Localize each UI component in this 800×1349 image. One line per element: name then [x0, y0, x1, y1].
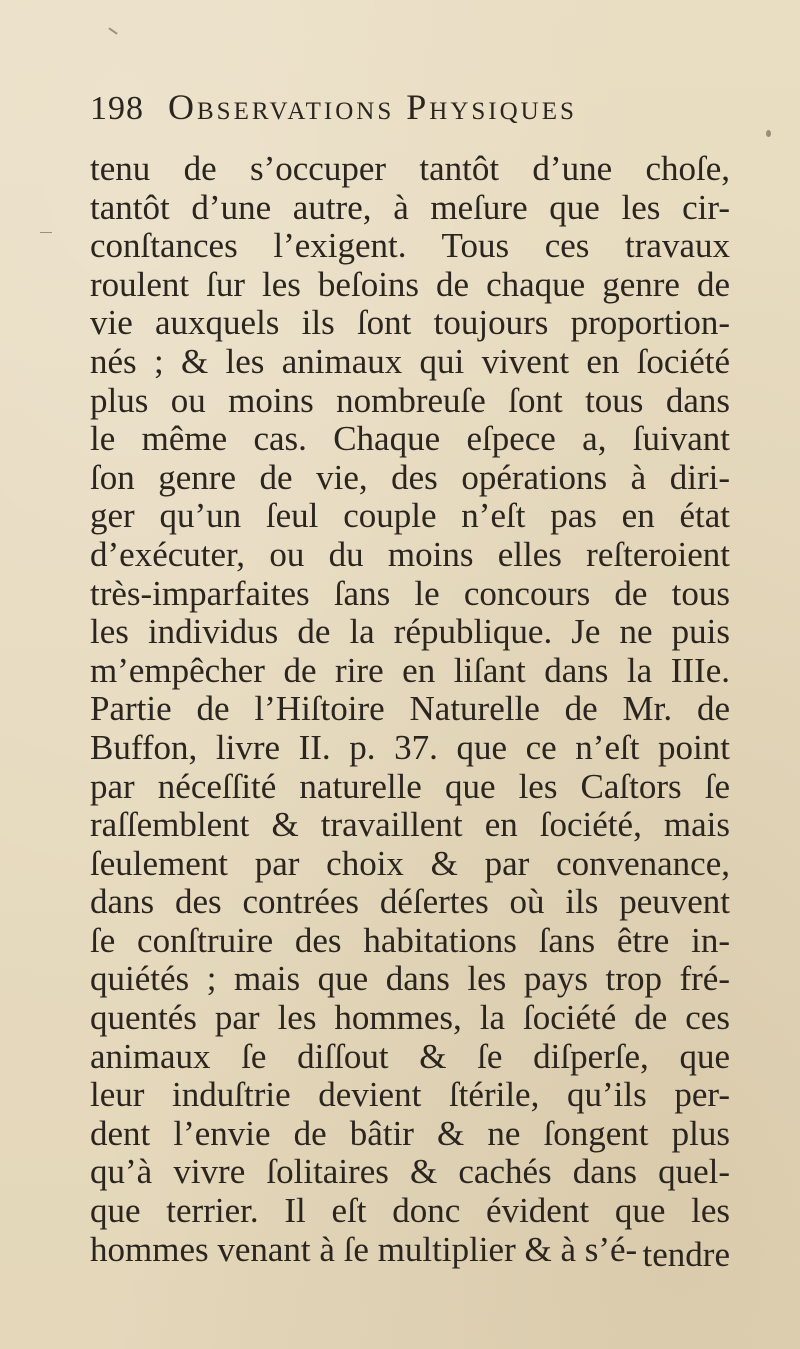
body-text — [90, 150, 730, 1269]
paper-speck — [766, 130, 771, 137]
paper-speck — [108, 27, 117, 34]
text-line: Partie de l’Hiſtoire Naturelle de Mr. de — [90, 689, 730, 729]
text-line: raſſemblent & travaillent en ſociété, mais — [90, 805, 730, 845]
text-line: roulent ſur les beſoins de chaque genre de — [90, 264, 730, 304]
text-line: ger qu’un ſeul couple n’eſt pas en état — [90, 496, 730, 536]
text-line: leur induſtrie devient ſtérile, qu’ils per- — [90, 1075, 730, 1115]
text-line: nés ; & les animaux qui vivent en ſociété — [90, 341, 730, 381]
text-line: ſon genre de vie, des opérations à diri- — [90, 457, 730, 497]
text-line: qu’à vivre ſolitaires & cachés dans quel- — [90, 1152, 730, 1192]
text-line: dent l’envie de bâtir & ne ſongent plus — [90, 1113, 730, 1153]
text-line: que terrier. Il eſt donc évident que les — [90, 1191, 730, 1231]
text-line: tantôt d’une autre, à meſure que les cir- — [90, 187, 730, 227]
page-number: 198 — [90, 90, 144, 127]
text-line: plus ou moins nombreuſe ſont tous dans — [90, 380, 730, 420]
text-line: quiétés ; mais que dans les pays trop fré- — [90, 959, 730, 999]
text-line: tenu de s’occuper tantôt d’une choſe, — [90, 149, 730, 188]
text-line: d’exécuter, ou du moins elles reſteroient — [90, 534, 730, 574]
catchword: tendre — [642, 1235, 730, 1274]
text-line: les individus de la république. Je ne puis — [90, 612, 730, 652]
paper-speck — [40, 232, 52, 233]
text-line: ſeulement par choix & par convenance, — [90, 843, 730, 883]
text-line: vie auxquels ils ſont toujours proportion- — [90, 303, 730, 343]
text-line: quentés par les hommes, la ſociété de ces — [90, 998, 730, 1038]
text-line: le même cas. Chaque eſpece a, ſuivant — [90, 419, 730, 459]
text-line: par néceſſité naturelle que les Caſtors ſe — [90, 766, 730, 806]
page-header — [90, 86, 730, 138]
text-line: ſe conſtruire des habitations ſans être in- — [90, 920, 730, 960]
text-line: hommes venant à ſe multiplier & à s’é- — [90, 1229, 638, 1269]
running-head: Observations Physiques — [168, 87, 577, 127]
text-line: très-imparfaites ſans le concours de tous — [90, 573, 730, 613]
text-line: m’empêcher de rire en liſant dans la IIIe. — [90, 650, 730, 690]
text-line: conſtances l’exigent. Tous ces travaux — [90, 226, 730, 266]
text-line: dans des contrées déſertes où ils peuvent — [90, 882, 730, 922]
text-line: Buffon, livre II. p. 37. que ce n’eſt point — [90, 727, 730, 767]
text-line: animaux ſe diſſout & ſe diſperſe, que — [90, 1036, 730, 1076]
